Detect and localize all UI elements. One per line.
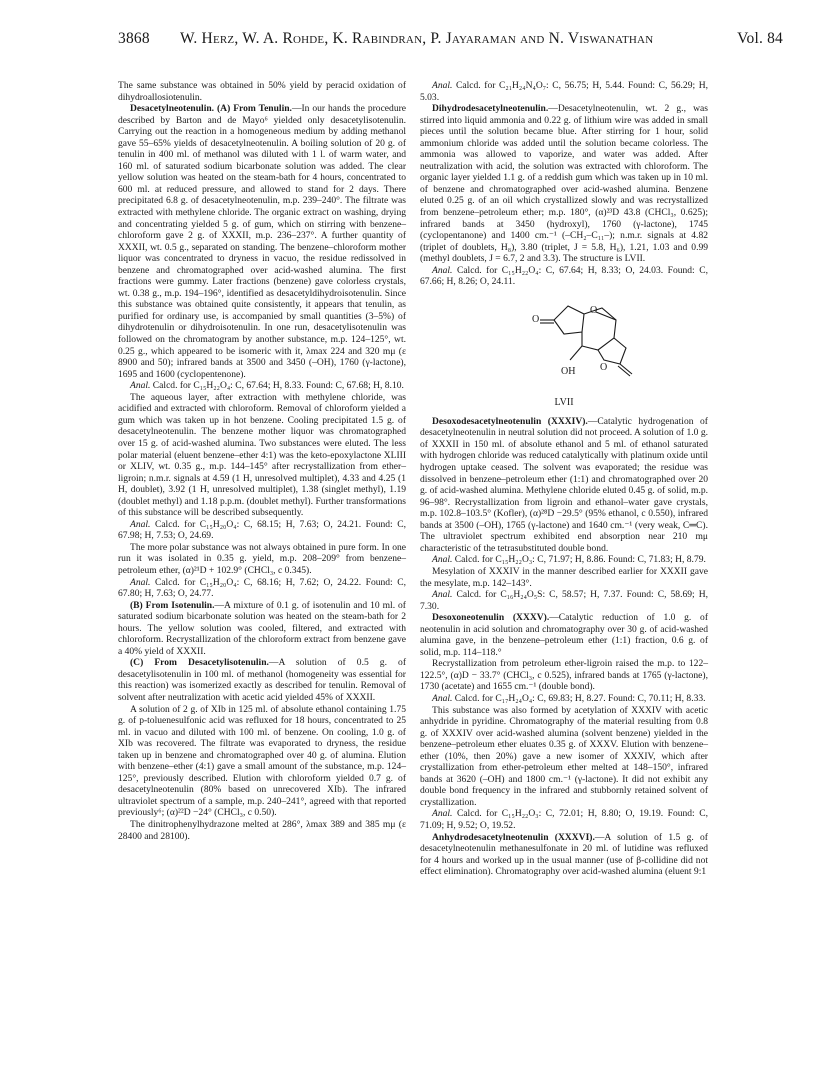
paragraph-text: —Catalytic hydrogenation of desacetylneotenulin in neutral solution did not proceed. A solution of 1.0 g. of XXXII in 150 ml. of absolute ethanol and 5 ml. of ethanol saturated with hydrogen chloride was reduced catalytically with platinum oxide until hydrogen uptake ceased. The solvent was evaporated; the residue was dissolved in benzene–petroleum ether (1:1) and chromatographed over 20 g. of acid-washed alumina. Methylene chloride eluted 0.45 g. of solid, m.p. 96–98°. Recrystallization from ligroin and ethanol–water gave crystals, m.p. 102.8–103.5° (Kofler), (α)²⁸D −29.5° (95% ethanol, c 0.550), infrared bands at 3500 (–OH), 1765 (γ-lactone) and 1640 cm.⁻¹ (very weak, C═C). The ultraviolet spectrum exhibited end absorption near 210 mμ characteristic of the tetrasubstituted double bond. bbox=[420, 415, 708, 554]
paragraph-text: —In our hands the procedure described by Barton and de Mayo⁶ yielded only desacetylisotenulin. Carrying out the reaction in a homogeneous medium by adding methanol gave 55–65% yields of desacetylneotenulin. A boiling solution of 20 g. of tenulin in 400 ml. of methanol was diluted with 1 l. of warm water, and 160 ml. of saturated sodium bicarbonate solution was added. The clear yellow solution was heated on the steam-bath for 4 hours, concentrated to 600 ml. at reduced pressure, and allowed to stand for 2 days. There precipitated 6.8 g. of desacetylneotenulin, m.p. 239–240°. The filtrate was extracted with methylene chloride. The organic extract on washing, drying and concentrating yielded 5 g. of gum, which on stirring with benzene–chloroform gave 2 g. of XXXII, m.p. 236–237°. A further quantity of XXXII, wt. 0.5 g., separated on standing. The benzene–chloroform mother liquor was concentrated to dryness in vacuo, the residue redissolved in benzene and chromatographed over acid-washed alumina. The first fractions were gummy. Later fractions (benzene) gave colorless crystals, wt. 0.38 g., m.p. 194–196°, identified as desacetyldihydroisotenulin. Since this substance was obtained quite consistently, it appears that tenulin, as purified for ordinary use, is accompanied by small quantities (3–5%) of dihydrotenulin or dihydroisotenulin. In one run, desacetylisotenulin was followed on the chromatogram by another substance, m.p. 124–125°, wt. 0.25 g., which appeared to be isomeric with it, λmax 224 and 320 mμ (ε 8900 and 50); infrared bands at 3500 and 3450 (–OH), 1760 (γ-lactone), 1695 and 1600 (cyclopentenone). bbox=[118, 103, 407, 380]
paragraph bbox=[118, 819, 406, 842]
paragraph-text: A solution of 2 g. of XIb in 125 ml. of absolute ethanol containing 1.75 g. of p-toluenesulfonic acid was refluxed for 18 hours, concentrated to 25 ml. in vacuo and diluted with 100 ml. of benzene. On cooling, 1.0 g. of XIb was recovered. The filtrate was evaporated to dryness, the residue taken up in benzene and chromatographed over 40 g. of alumina. Elution with benzene–ether (4:1) gave a small amount of the substance, m.p. 124–125°, previously described. Elution with chloroform yielded 0.7 g. of desacetylneotenulin (80% based on unrecovered XIb). The infrared ultraviolet spectrum of a sample, m.p. 240–241°, agreed with that reported previously⁶; (α)²²D −24° (CHCl₃, c 0.50). bbox=[118, 703, 406, 819]
ketone-oxygen-label: O bbox=[532, 313, 540, 325]
paragraph bbox=[420, 103, 708, 265]
paragraph bbox=[420, 693, 708, 705]
paragraph bbox=[118, 704, 406, 819]
section-title: Anhydrodesacetylneotenulin (XXXVI). bbox=[432, 831, 595, 843]
paragraph bbox=[118, 80, 406, 103]
paragraph bbox=[118, 657, 406, 703]
paragraph-text: —A solution of 1.5 g. of desacetylneotenulin methanesulfonate in 20 ml. of lutidine was refluxed for 4 hours and worked up in the usual manner (use of β-collidine did not effect elimination). Chromatography over acid-washed alumina (eluent 9:1 bbox=[420, 831, 708, 878]
paragraph-text: Recrystallization from petroleum ether-ligroin raised the m.p. to 122–122.5°, (α)D − 33.7° (CHCl₃, c 0.525), infrared bands at 1765 (γ-lactone), 1730 (acetate) and 1655 cm.⁻¹ (double bond). bbox=[420, 658, 708, 693]
structure-lvii bbox=[420, 294, 708, 412]
paragraph-text: The same substance was obtained in 50% yield by peracid oxidation of dihydroallosiotenulin. bbox=[118, 80, 406, 103]
analysis-label: Anal. bbox=[432, 554, 453, 566]
subsection-title: (C) From Desacetylisotenulin. bbox=[130, 657, 269, 669]
section-title: Dihydrodesacetylneotenulin. bbox=[432, 103, 549, 115]
paragraph bbox=[118, 392, 406, 519]
volume-label: Vol. 84 bbox=[737, 30, 783, 47]
subsection-title: (B) From Isotenulin. bbox=[130, 599, 215, 611]
left-column bbox=[118, 80, 406, 842]
paragraph bbox=[420, 589, 708, 612]
paragraph-text: Calcd. for C₁₆H₂₄O₅S: C, 58.57; H, 7.37. Found: C, 58.69; H, 7.30. bbox=[420, 589, 708, 612]
paragraph bbox=[420, 832, 708, 878]
analysis-label: Anal. bbox=[130, 518, 151, 530]
page-number: 3868 bbox=[118, 30, 150, 47]
ring-oxygen-label: O bbox=[590, 304, 598, 316]
analysis-label: Anal. bbox=[432, 808, 453, 820]
paragraph bbox=[118, 600, 406, 658]
paragraph bbox=[118, 380, 406, 392]
paragraph-text: This substance was also formed by acetylation of XXXIV with acetic anhydride in pyridine. Chromatography of the material resulting from 0.8 g. of XXXIV over acid-washed alumina (solvent benzene) yielded in the benzene–petroleum ether eluates 0.35 g. of XXXV. Elution with benzene–ether (10%, then 20%) gave a new isomer of XXXIV, which after crystallization from ether-petroleum ether melted at 148–150°, infrared bands at 3620 (–OH) and 1800 cm.⁻¹ (γ-lactone). It did not exhibit any double bond frequency in the infrared and stubbornly retained solvent of crystallization. bbox=[420, 704, 708, 808]
paragraph-text: Calcd. for C₂₁H₂₄N₄O₇: C, 56.75; H, 5.44. Found: C, 56.29; H, 5.03. bbox=[420, 80, 708, 103]
paragraph bbox=[118, 103, 406, 380]
hydroxyl-label: OH bbox=[561, 365, 576, 377]
paragraph bbox=[420, 265, 708, 288]
paragraph-text: The aqueous layer, after extraction with methylene chloride, was acidified and extracted with chloroform. Removal of chloroform yielded a gum which was taken up in hot benzene. Cooling precipitated 1.5 g. of desacetylneotenulin. The benzene mother liquor was chromatographed over 15 g. of acid-washed alumina. Two substances were eluted. The less polar material (eluent benzene–ether 4:1) was the keto-epoxylactone XLIII or XLIV, wt. 0.35 g., m.p. 144–145° after recrystallization from ether–ligroin; n.m.r. signals at 4.59 (1 H, unresolved multiplet), 4.33 and 4.25 (1 H, doublet), 3.92 (1 H, unresolved multiplet), 1.38 (singlet methyl), 1.19 (doublet methyl) and 1.18 p.p.m. (doublet methyl). Further transformations of this substance will be described subsequently. bbox=[118, 391, 406, 519]
paragraph-text: Calcd. for C₁₅H₂₂O₄: C, 67.64; H, 8.33. Found: C, 67.68; H, 8.10. bbox=[150, 380, 404, 392]
section-title: Desoxoneotenulin (XXXV). bbox=[432, 612, 550, 624]
paragraph-text: —Desacetylneotenulin, wt. 2 g., was stirred into liquid ammonia and 0.22 g. of lithium wire was added in small pieces until the solution became blue. After stirring for 1 hour, solid ammonium chloride was added until the solution became colorless. The ammonia was allowed to vaporize, and water was added. After neutralization with acid, the solution was extracted with chloroform. The organic layer yielded 1.1 g. of a reddish gum which was taken up in 10 ml. of benzene and chromatographed over acid-washed alumina. Benzene eluted 0.25 g. of an oil which crystallized slowly and was recrystallized from benzene–petroleum ether; m.p. 180°, (α)²³D 43.8 (CHCl₃, 0.625); infrared bands at 3450 (hydroxyl), 1760 (γ-lactone), 1745 (cyclopentanone) and 1400 cm.⁻¹ (–CH₂–C₁₁–); n.m.r. signals at 4.82 (triplet of doublets, H₈), 3.80 (triplet, J = 5.8, H₆), 1.21, 1.03 and 0.99 (methyl doublets, J = 6.7, 2 and 3.3). The structure is LVII. bbox=[420, 103, 708, 265]
paragraph-text: —Catalytic reduction of 1.0 g. of neotenulin in acid solution and chromatography over 30 g. of acid-washed alumina gave, in the benzene–petroleum ether (1:1) fraction, 0.6 g. of solid, m.p. 114–118.° bbox=[420, 612, 708, 658]
paragraph-text: The dinitrophenylhydrazone melted at 286°, λmax 389 and 385 mμ (ε 28400 and 28100). bbox=[118, 819, 406, 842]
paragraph bbox=[420, 612, 708, 658]
lactone-oxygen-label: O bbox=[600, 361, 608, 373]
analysis-label: Anal. bbox=[130, 380, 151, 392]
paragraph bbox=[118, 519, 406, 542]
structure-caption: LVII bbox=[554, 396, 574, 408]
page-header bbox=[118, 30, 783, 54]
paragraph-text: —A mixture of 0.1 g. of isotenulin and 10 ml. of saturated sodium bicarbonate solution was heated on the steam-bath for 2 hours. The yellow solution was cooled, filtered, and extracted with chloroform. Recrystallization of the chloroform extract from benzene gave a 40% yield of XXXII. bbox=[118, 599, 406, 657]
paragraph-text: Calcd. for C₁₅H₂₀O₄: C, 68.16; H, 7.62; O, 24.22. Found: C, 67.80; H, 7.63; O, 24.77. bbox=[118, 576, 406, 600]
paragraph-text: Calcd. for C₁₅H₂₂O₄: C, 67.64; H, 8.33; O, 24.03. Found: C, 67.66; H, 8.26; O, 24.11. bbox=[420, 264, 708, 288]
analysis-label: Anal. bbox=[432, 80, 453, 91]
paragraph bbox=[420, 705, 708, 809]
paragraph bbox=[420, 566, 708, 589]
subsection-title: (A) From Tenulin. bbox=[217, 103, 292, 115]
section-title: Desacetylneotenulin. bbox=[130, 103, 215, 115]
right-column bbox=[420, 80, 708, 878]
paragraph bbox=[420, 554, 708, 566]
right-column-bottom bbox=[420, 416, 708, 878]
analysis-label: Anal. bbox=[130, 576, 151, 588]
running-head-authors: W. Herz, W. A. Rohde, K. Rabindran, P. Jayaraman and N. Viswanathan bbox=[180, 30, 654, 47]
paragraph-text: Calcd. for C₁₅H₂₀O₄: C, 68.15; H, 7.63; O, 24.21. Found: C, 67.98; H, 7.53; O, 24.69. bbox=[118, 518, 406, 542]
paragraph-text: Calcd. for C₁₇H₂₄O₄: C, 69.83; H, 8.27. Found: C, 70.11; H, 8.33. bbox=[452, 692, 706, 704]
analysis-label: Anal. bbox=[432, 589, 453, 601]
structure-drawing bbox=[420, 294, 708, 412]
paragraph bbox=[420, 808, 708, 831]
paragraph bbox=[118, 542, 406, 577]
analysis-label: Anal. bbox=[432, 692, 453, 704]
section-title: Desoxodesacetylneotenulin (XXXIV). bbox=[432, 415, 588, 427]
paragraph bbox=[420, 80, 708, 103]
right-column-top bbox=[420, 80, 708, 288]
paragraph-text: Calcd. for C₁₅H₂₂O₃: C, 72.01; H, 8.80; O, 19.19. Found: C, 71.09; H, 9.52; O, 19.52. bbox=[420, 808, 708, 831]
paragraph-text: Mesylation of XXXIV in the manner described earlier for XXXII gave the mesylate, m.p. 142–143°. bbox=[420, 565, 708, 589]
paragraph-text: The more polar substance was not always obtained in pure form. In one run it was isolated in 0.35 g. yield, m.p. 208–209° from benzene–petroleum ether, (α)²¹D + 102.9° (CHCl₃, c 0.345). bbox=[118, 541, 406, 576]
paragraph bbox=[420, 658, 708, 693]
paragraph-text: —A solution of 0.5 g. of desacetylisotenulin in 100 ml. of methanol (homogeneity was essential for this reaction) was isomerized exactly as described for tenulin. Removal of solvent after neutralization with acetic acid yielded 45% of XXXII. bbox=[118, 657, 406, 703]
paragraph bbox=[118, 577, 406, 600]
analysis-label: Anal. bbox=[432, 264, 453, 276]
paragraph bbox=[420, 416, 708, 555]
paragraph-text: Calcd. for C₁₅H₂₂O₃: C, 71.97; H, 8.86. Found: C, 71.83; H, 8.79. bbox=[452, 554, 706, 566]
